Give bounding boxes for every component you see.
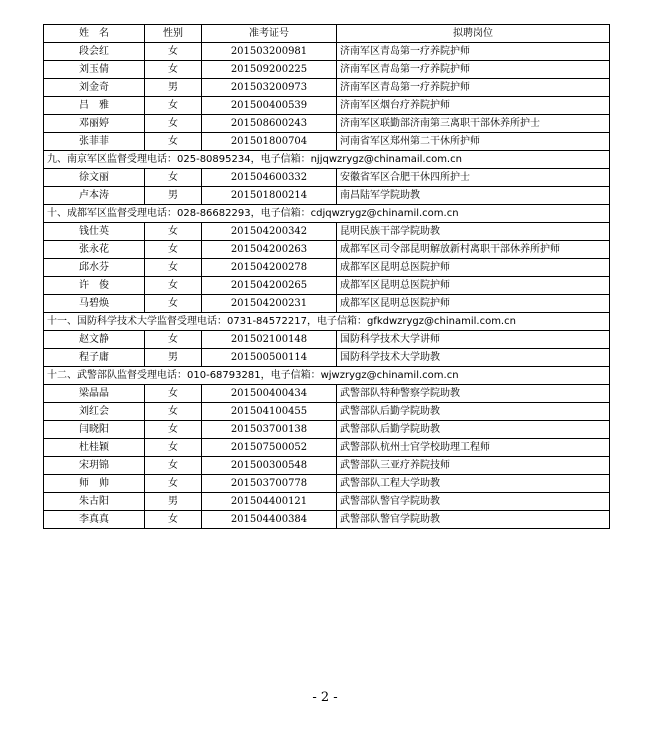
exam-id-cell: 201509200225	[202, 61, 337, 79]
table-body	[44, 43, 610, 529]
exam-id-cell: 201500300548	[202, 457, 337, 475]
exam-id-cell: 201500500114	[202, 349, 337, 367]
gender-cell: 男	[145, 79, 202, 97]
table-row	[44, 133, 610, 151]
position-cell: 武警部队杭州士官学校助理工程师	[337, 439, 610, 457]
gender-cell: 男	[145, 187, 202, 205]
exam-id-cell: 201504400121	[202, 493, 337, 511]
table-row	[44, 385, 610, 403]
gender-cell: 女	[145, 133, 202, 151]
gender-cell: 女	[145, 439, 202, 457]
table-row	[44, 79, 610, 97]
section-header-row	[44, 313, 610, 331]
name-cell: 徐文丽	[44, 169, 145, 187]
name-cell: 钱仕英	[44, 223, 145, 241]
position-cell: 成都军区昆明总医院护师	[337, 295, 610, 313]
page-number: - 2 -	[312, 690, 338, 705]
name-cell: 宋玥锦	[44, 457, 145, 475]
position-cell: 济南军区青岛第一疗养院护师	[337, 79, 610, 97]
exam-id-cell: 201504200231	[202, 295, 337, 313]
gender-cell: 女	[145, 295, 202, 313]
gender-cell: 女	[145, 511, 202, 529]
position-cell: 国防科学技术大学讲师	[337, 331, 610, 349]
name-cell: 马碧焕	[44, 295, 145, 313]
name-cell: 杜桂颖	[44, 439, 145, 457]
table-row	[44, 169, 610, 187]
table-row	[44, 259, 610, 277]
position-cell: 济南军区青岛第一疗养院护师	[337, 61, 610, 79]
gender-cell: 女	[145, 97, 202, 115]
name-cell: 段会红	[44, 43, 145, 61]
table-row	[44, 241, 610, 259]
gender-cell: 女	[145, 331, 202, 349]
table-row	[44, 511, 610, 529]
exam-id-cell: 201504200263	[202, 241, 337, 259]
exam-id-cell: 201501800704	[202, 133, 337, 151]
section-title: 十二、武警部队监督受理电话：010-68793281，电子信箱：wjwzrygz@chinamil.com.cn	[44, 367, 610, 385]
exam-id-cell: 201504400384	[202, 511, 337, 529]
section-title: 十一、国防科学技术大学监督受理电话：0731-84572217，电子信箱：gfkdwzrygz@chinamil.com.cn	[44, 313, 610, 331]
exam-id-cell: 201503700138	[202, 421, 337, 439]
name-cell: 刘玉倩	[44, 61, 145, 79]
table-row	[44, 403, 610, 421]
position-cell: 济南军区烟台疗养院护师	[337, 97, 610, 115]
exam-id-cell: 201504200278	[202, 259, 337, 277]
position-cell: 武警部队警官学院助教	[337, 493, 610, 511]
table-row	[44, 97, 610, 115]
table-row	[44, 115, 610, 133]
exam-id-cell: 201508600243	[202, 115, 337, 133]
position-cell: 济南军区青岛第一疗养院护师	[337, 43, 610, 61]
header-position: 拟聘岗位	[337, 25, 610, 43]
name-cell: 卢本涛	[44, 187, 145, 205]
position-cell: 昆明民族干部学院助教	[337, 223, 610, 241]
position-cell: 武警部队三亚疗养院技师	[337, 457, 610, 475]
section-header-row	[44, 367, 610, 385]
position-cell: 武警部队工程大学助教	[337, 475, 610, 493]
exam-id-cell: 201500400539	[202, 97, 337, 115]
table-row	[44, 331, 610, 349]
position-cell: 武警部队后勤学院助教	[337, 403, 610, 421]
table-row	[44, 223, 610, 241]
exam-id-cell: 201503200981	[202, 43, 337, 61]
table-row	[44, 187, 610, 205]
name-cell: 赵文静	[44, 331, 145, 349]
name-cell: 邱水芬	[44, 259, 145, 277]
gender-cell: 女	[145, 43, 202, 61]
table-row	[44, 349, 610, 367]
name-cell: 吕 雅	[44, 97, 145, 115]
table-row	[44, 61, 610, 79]
exam-id-cell: 201500400434	[202, 385, 337, 403]
table-row	[44, 421, 610, 439]
section-title: 十、成都军区监督受理电话：028-86682293，电子信箱：cdjqwzrygz@chinamil.com.cn	[44, 205, 610, 223]
header-gender: 性别	[145, 25, 202, 43]
name-cell: 刘红会	[44, 403, 145, 421]
name-cell: 许 俊	[44, 277, 145, 295]
section-header-row	[44, 205, 610, 223]
gender-cell: 女	[145, 61, 202, 79]
name-cell: 朱古阳	[44, 493, 145, 511]
gender-cell: 女	[145, 421, 202, 439]
position-cell: 武警部队特种警察学院助教	[337, 385, 610, 403]
position-cell: 成都军区昆明总医院护师	[337, 277, 610, 295]
position-cell: 国防科学技术大学助教	[337, 349, 610, 367]
exam-id-cell: 201504200265	[202, 277, 337, 295]
exam-id-cell: 201502100148	[202, 331, 337, 349]
name-cell: 张永花	[44, 241, 145, 259]
table-row	[44, 43, 610, 61]
table-row	[44, 493, 610, 511]
table-row	[44, 277, 610, 295]
position-cell: 河南省军区郑州第二干休所护师	[337, 133, 610, 151]
table-row	[44, 295, 610, 313]
gender-cell: 女	[145, 457, 202, 475]
gender-cell: 女	[145, 259, 202, 277]
gender-cell: 女	[145, 475, 202, 493]
section-title: 九、南京军区监督受理电话：025-80895234，电子信箱：njjqwzrygz@chinamail.com.cn	[44, 151, 610, 169]
exam-id-cell: 201504600332	[202, 169, 337, 187]
exam-id-cell: 201504100455	[202, 403, 337, 421]
exam-id-cell: 201507500052	[202, 439, 337, 457]
gender-cell: 女	[145, 403, 202, 421]
table-row	[44, 439, 610, 457]
position-cell: 成都军区昆明总医院护师	[337, 259, 610, 277]
table-row	[44, 457, 610, 475]
gender-cell: 女	[145, 277, 202, 295]
name-cell: 程子庸	[44, 349, 145, 367]
name-cell: 闫晓阳	[44, 421, 145, 439]
exam-id-cell: 201503200973	[202, 79, 337, 97]
table-header-row	[44, 25, 610, 43]
section-header-row	[44, 151, 610, 169]
name-cell: 李真真	[44, 511, 145, 529]
name-cell: 邓丽婷	[44, 115, 145, 133]
position-cell: 成都军区司令部昆明解放新村离职干部休养所护师	[337, 241, 610, 259]
position-cell: 武警部队警官学院助教	[337, 511, 610, 529]
exam-id-cell: 201501800214	[202, 187, 337, 205]
name-cell: 张菲菲	[44, 133, 145, 151]
name-cell: 师 帅	[44, 475, 145, 493]
position-cell: 武警部队后勤学院助教	[337, 421, 610, 439]
gender-cell: 女	[145, 223, 202, 241]
position-cell: 南昌陆军学院助教	[337, 187, 610, 205]
position-cell: 济南军区联勤部济南第三离职干部休养所护士	[337, 115, 610, 133]
gender-cell: 女	[145, 115, 202, 133]
personnel-table	[43, 24, 610, 529]
table-row	[44, 475, 610, 493]
name-cell: 梁晶晶	[44, 385, 145, 403]
header-name: 姓 名	[44, 25, 145, 43]
position-cell: 安徽省军区合肥干休四所护士	[337, 169, 610, 187]
gender-cell: 女	[145, 241, 202, 259]
gender-cell: 男	[145, 493, 202, 511]
header-exam-id: 准考证号	[202, 25, 337, 43]
exam-id-cell: 201503700778	[202, 475, 337, 493]
gender-cell: 女	[145, 385, 202, 403]
exam-id-cell: 201504200342	[202, 223, 337, 241]
document-page	[43, 24, 609, 529]
name-cell: 刘金奇	[44, 79, 145, 97]
gender-cell: 女	[145, 169, 202, 187]
gender-cell: 男	[145, 349, 202, 367]
